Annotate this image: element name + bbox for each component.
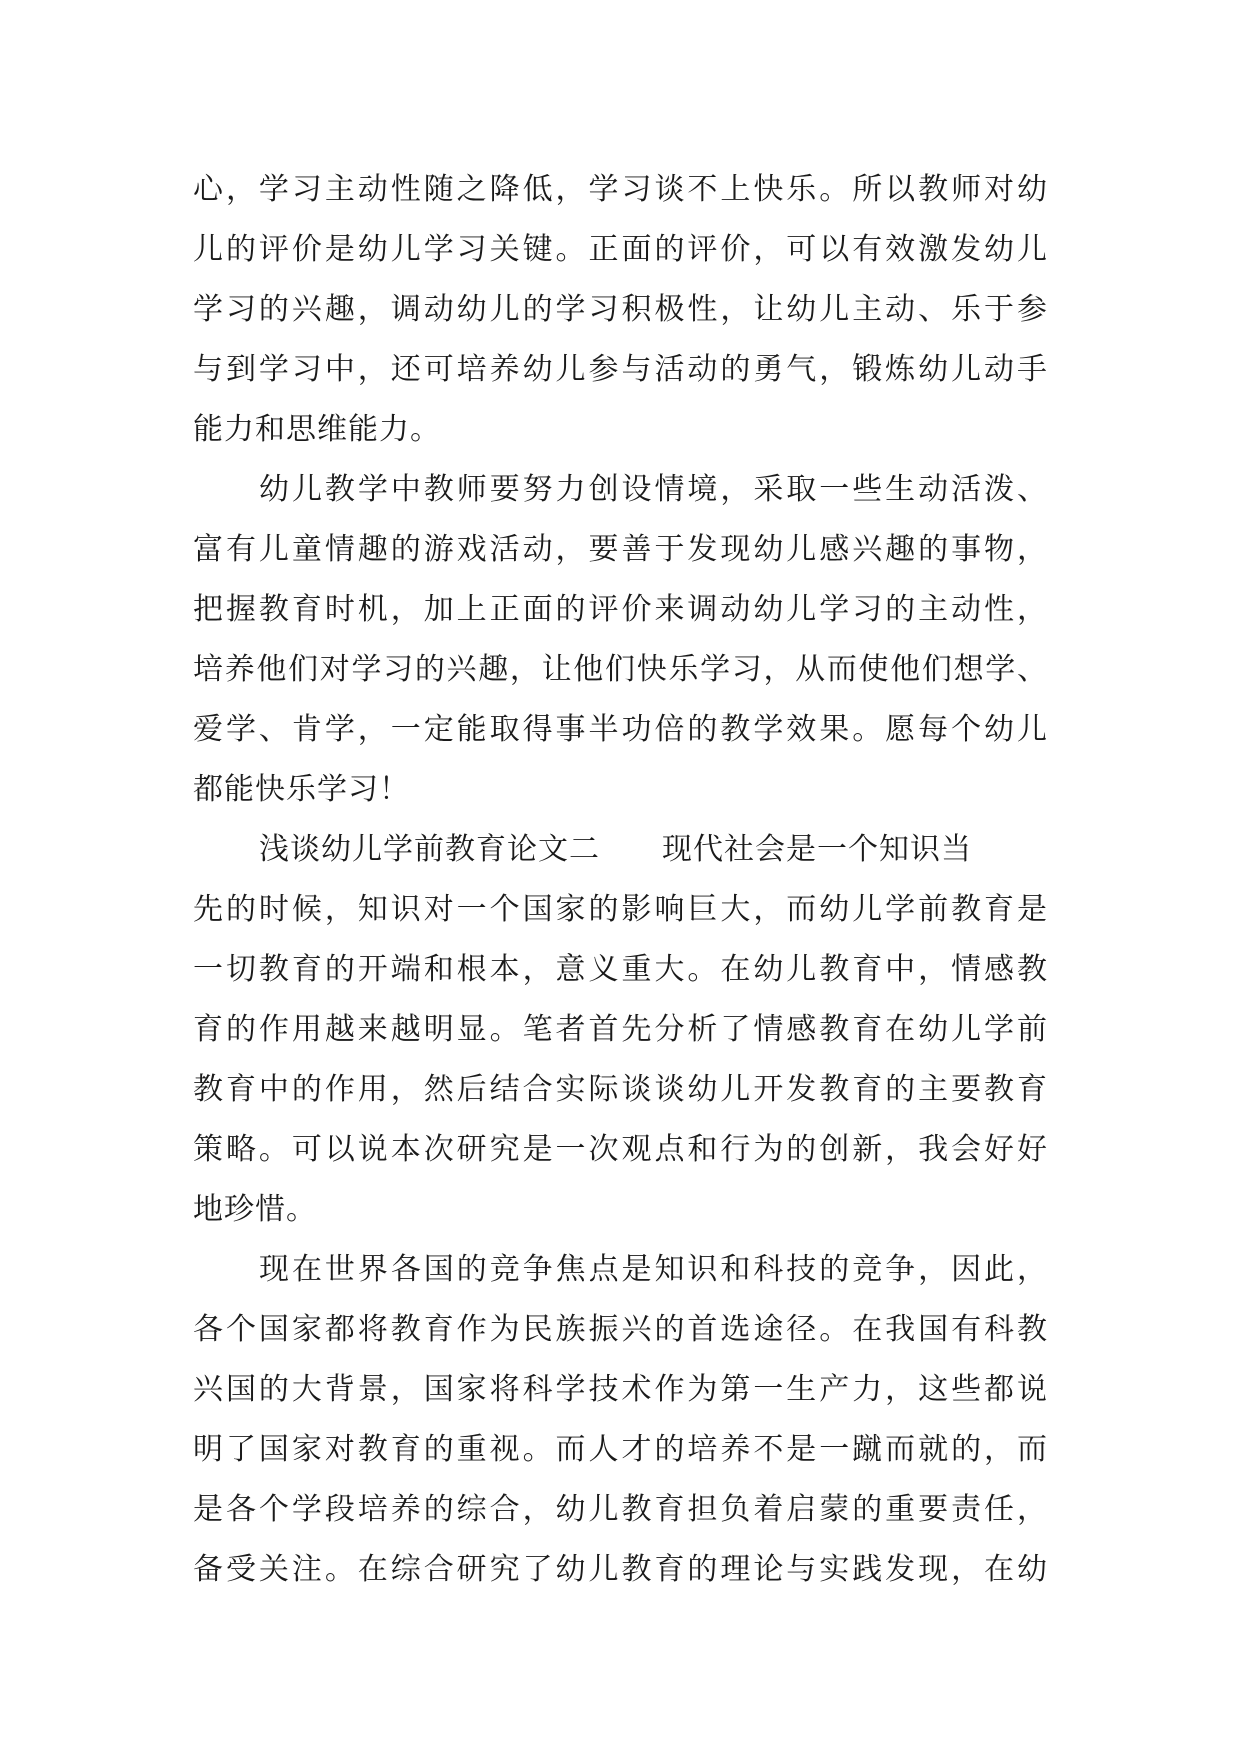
text-line: 都能快乐学习！ [193,772,410,807]
paragraph [193,1240,1048,1600]
text-line [193,820,1048,880]
text-fragment: 现代社会是一个知识当 [662,832,972,867]
text-line: 兴国的大背景，国家将科学技术作为第一生产力，这些都说 [193,1372,1048,1407]
text-line: 儿的评价是幼儿学习关键。正面的评价，可以有效激发幼儿 [193,232,1048,267]
text-line: 是各个学段培养的综合，幼儿教育担负着启蒙的重要责任， [193,1492,1048,1527]
text-line: 地珍惜。 [193,1192,317,1227]
document-body [193,160,1048,1600]
paragraph [193,460,1048,820]
text-line: 现在世界各国的竞争焦点是知识和科技的竞争，因此， [259,1252,1048,1287]
section-heading: 浅谈幼儿学前教育论文二 [259,832,600,867]
text-line: 明了国家对教育的重视。而人才的培养不是一蹴而就的，而 [193,1432,1048,1467]
text-line: 爱学、肯学，一定能取得事半功倍的教学效果。愿每个幼儿 [193,712,1048,747]
text-line: 把握教育时机，加上正面的评价来调动幼儿学习的主动性， [193,592,1048,627]
text-line: 育的作用越来越明显。笔者首先分析了情感教育在幼儿学前 [193,1012,1048,1047]
paragraph [193,160,1048,460]
text-line: 幼儿教学中教师要努力创设情境，采取一些生动活泼、 [259,472,1048,507]
text-line: 各个国家都将教育作为民族振兴的首选途径。在我国有科教 [193,1312,1048,1347]
paragraph [193,820,1048,1240]
text-line: 策略。可以说本次研究是一次观点和行为的创新，我会好好 [193,1132,1048,1167]
text-line: 与到学习中，还可培养幼儿参与活动的勇气，锻炼幼儿动手 [193,352,1048,387]
text-line: 心，学习主动性随之降低，学习谈不上快乐。所以教师对幼 [193,172,1048,207]
text-line: 培养他们对学习的兴趣，让他们快乐学习，从而使他们想学、 [193,652,1048,687]
text-line: 备受关注。在综合研究了幼儿教育的理论与实践发现，在幼 [193,1552,1048,1587]
text-line: 富有儿童情趣的游戏活动，要善于发现幼儿感兴趣的事物， [193,532,1048,567]
text-line: 教育中的作用，然后结合实际谈谈幼儿开发教育的主要教育 [193,1072,1048,1107]
text-line: 一切教育的开端和根本，意义重大。在幼儿教育中，情感教 [193,952,1048,987]
text-line: 学习的兴趣，调动幼儿的学习积极性，让幼儿主动、乐于参 [193,292,1048,327]
text-line: 能力和思维能力。 [193,412,441,447]
text-line: 先的时候，知识对一个国家的影响巨大，而幼儿学前教育是 [193,892,1048,927]
